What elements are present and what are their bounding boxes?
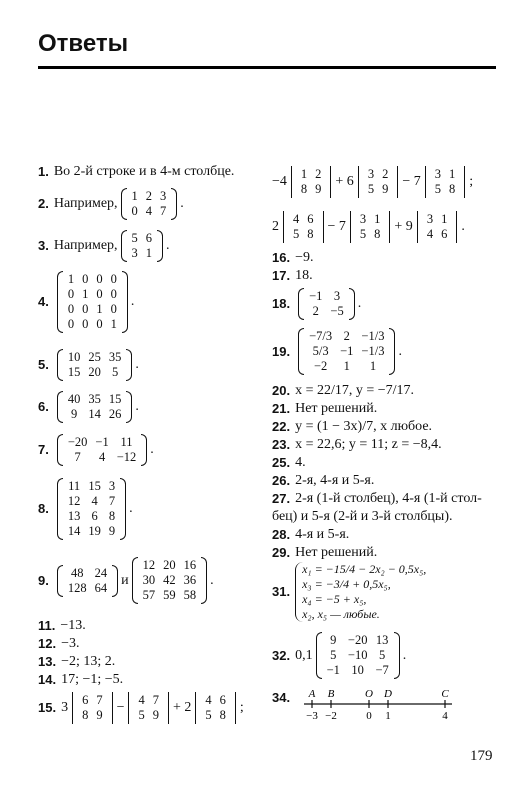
answer-number: 19.	[272, 343, 291, 359]
answer-number: 13.	[38, 654, 57, 669]
tick-label: −2	[325, 710, 337, 722]
answer-number: 34.	[272, 690, 291, 705]
matrix-cell: 3	[108, 479, 116, 493]
matrix-cell: 6	[307, 212, 314, 226]
matrix-cell: 5	[367, 182, 375, 196]
matrix-cell: −12	[116, 450, 137, 464]
answer-text: Например,	[53, 196, 118, 211]
answer-end: .	[150, 442, 154, 457]
answer-text: 4-я и 5-я.	[295, 527, 350, 542]
answer-15-cont-2	[272, 211, 465, 243]
determinant	[424, 166, 467, 198]
matrix	[298, 288, 355, 320]
answer-end: ;	[469, 174, 474, 189]
matrix-cell: −1	[309, 289, 323, 303]
answer-text: Нет решений.	[295, 401, 378, 416]
answer-27	[272, 491, 482, 507]
matrix-cell: 5	[205, 708, 212, 722]
answer-number: 25.	[272, 455, 291, 470]
matrix-cell: 5	[378, 648, 386, 662]
matrix-cell: 2	[382, 167, 389, 181]
coefficient: 0,1	[295, 647, 313, 663]
matrix-cell: 8	[307, 227, 314, 241]
answer-19	[272, 328, 402, 375]
matrix-cell: 1	[374, 212, 381, 226]
matrix-cell: 35	[88, 392, 101, 406]
matrix-cell: 15	[108, 392, 122, 406]
matrix	[57, 391, 133, 423]
matrix-cell: 1	[300, 167, 308, 181]
matrix	[121, 230, 164, 262]
matrix-cell: 10	[351, 663, 364, 677]
answer-number: 21.	[272, 401, 291, 416]
answer-20	[272, 383, 414, 399]
point-label: A	[308, 688, 316, 700]
operator: + 9	[394, 219, 413, 234]
matrix-cell: 1	[131, 189, 138, 203]
matrix-cell: 15	[67, 365, 81, 379]
answer-26	[272, 473, 374, 489]
answer-text: x = 22/17, y = −7/17.	[295, 383, 415, 398]
tick-label: −3	[306, 710, 318, 722]
equation-line: x₁ = −15/4 − 2x₂ − 0,5x₅,	[302, 562, 427, 576]
matrix-cell: 8	[374, 227, 381, 241]
number-line	[300, 686, 460, 724]
matrix-cell: 6	[219, 693, 226, 707]
matrix-cell: 8	[300, 182, 308, 196]
answer-15	[38, 692, 244, 724]
page-number: 179	[470, 748, 493, 764]
matrix-cell: 13	[375, 633, 389, 647]
matrix-cell: 0	[96, 317, 103, 331]
answer-number: 31.	[272, 584, 291, 599]
matrix-cell: 1	[369, 359, 377, 373]
answer-27-line-2	[272, 509, 453, 525]
matrix-cell: −7	[375, 663, 389, 677]
matrix-cell: 1	[96, 302, 103, 316]
matrix-cell: 12	[67, 494, 81, 508]
matrix-cell: 7	[96, 693, 103, 707]
matrix-cell: 0	[67, 317, 75, 331]
matrix-cell: 2	[312, 304, 319, 318]
matrix-cell: 4	[145, 204, 153, 218]
matrix	[57, 349, 133, 381]
answer-number: 8.	[38, 501, 49, 516]
matrix-cell: 9	[96, 708, 103, 722]
matrix	[57, 478, 126, 540]
matrix-cell: 20	[88, 365, 101, 379]
answer-25	[272, 455, 306, 471]
answer-18	[272, 288, 361, 320]
matrix-cell: 13	[67, 509, 81, 523]
answer-number: 23.	[272, 437, 291, 452]
matrix-cell: 5	[111, 365, 119, 379]
answer-8	[38, 478, 133, 540]
answer-14	[38, 672, 123, 688]
matrix-cell: 1	[145, 246, 153, 260]
matrix-cell: 14	[88, 407, 101, 421]
answer-number: 29.	[272, 545, 291, 560]
determinant	[127, 692, 170, 724]
answer-text: −9.	[295, 250, 314, 265]
equation-line: x₂, x₅ — любые.	[302, 607, 380, 621]
matrix-cell: 3	[434, 167, 441, 181]
matrix-cell: 5	[138, 708, 145, 722]
matrix-cell: −20	[347, 633, 368, 647]
matrix-cell: 36	[183, 573, 197, 587]
answer-number: 4.	[38, 294, 49, 309]
answer-28	[272, 527, 349, 543]
point-label: C	[441, 688, 449, 700]
matrix-cell: 7	[152, 693, 159, 707]
answer-number: 12.	[38, 636, 57, 651]
matrix-cell: 5/3	[312, 344, 329, 358]
operator: − 7	[327, 219, 346, 234]
matrix-cell: 0	[110, 287, 117, 301]
matrix-cell: 3	[333, 289, 341, 303]
answer-end: .	[166, 238, 170, 253]
matrix-cell: 59	[163, 588, 176, 602]
matrix-cell: −2	[313, 359, 328, 373]
answer-number: 9.	[38, 572, 49, 588]
matrix-cell: 6	[145, 231, 153, 245]
matrix-cell: 3	[131, 246, 138, 260]
equation-line: x₃ = −3/4 + 0,5x₅,	[302, 577, 391, 591]
answer-22	[272, 419, 432, 435]
matrix-cell: 5	[330, 648, 337, 662]
matrix-cell: 25	[88, 350, 101, 364]
answer-number: 7.	[38, 442, 49, 457]
answer-29	[272, 545, 377, 561]
answer-number: 2.	[38, 196, 49, 211]
answer-end: .	[135, 399, 139, 414]
answer-number: 28.	[272, 527, 291, 542]
matrix-cell: −1	[326, 663, 340, 677]
matrix-cell: 4	[293, 212, 300, 226]
matrix-cell: 12	[142, 558, 156, 572]
matrix-cell: 3	[426, 212, 434, 226]
determinant	[416, 211, 459, 243]
answer-number: 3.	[38, 238, 49, 253]
matrix-cell: 5	[359, 227, 367, 241]
matrix-cell: 35	[108, 350, 122, 364]
matrix-cell: 4	[91, 494, 98, 508]
answer-end: .	[357, 296, 362, 311]
answer-13	[38, 654, 115, 670]
determinant	[290, 166, 333, 198]
matrix-cell: 1	[82, 287, 89, 301]
and-word: и	[121, 572, 129, 588]
matrix-cell: 8	[108, 509, 116, 523]
matrix-cell: 1	[448, 167, 456, 181]
matrix-cell: 9	[315, 182, 322, 196]
matrix-cell: −1	[340, 344, 354, 358]
answer-text: Во 2-й строке и в 4-м столбце.	[53, 164, 235, 179]
answer-6	[38, 391, 139, 423]
matrix-cell: 7	[160, 204, 167, 218]
tick-label: 0	[366, 710, 372, 722]
answer-end: .	[402, 647, 407, 663]
matrix-cell: 1	[441, 212, 448, 226]
matrix-cell: 16	[183, 558, 197, 572]
answer-text: −13.	[60, 618, 86, 633]
tick-label: 4	[442, 710, 448, 722]
matrix-cell: 58	[183, 588, 197, 602]
answer-15-cont-1	[272, 166, 473, 198]
matrix-cell: 48	[70, 565, 84, 580]
matrix-cell: 3	[359, 212, 367, 226]
matrix-cell: 4	[138, 693, 145, 707]
matrix-cell: −1	[95, 435, 109, 449]
matrix-cell: 0	[110, 272, 117, 286]
answer-text: y = (1 − 3x)/7, x любое.	[295, 419, 433, 434]
matrix-cell: 7	[74, 450, 81, 464]
answer-end: .	[129, 501, 133, 516]
answer-7	[38, 434, 154, 466]
answer-2	[38, 188, 184, 220]
matrix-cell: 24	[94, 565, 108, 580]
answer-text: −3.	[61, 636, 80, 651]
matrix-cell: 6	[91, 509, 98, 523]
matrix-cell: 40	[67, 392, 81, 406]
matrix-cell: 11	[120, 435, 133, 449]
matrix-cell: 9	[108, 524, 116, 538]
determinant	[194, 692, 237, 724]
matrix-cell: 4	[98, 450, 106, 464]
coefficient: 3	[61, 700, 69, 715]
answer-end: .	[130, 294, 135, 309]
answer-number: 32.	[272, 647, 291, 663]
matrix-cell: 5	[131, 231, 138, 245]
equation-line: x₄ = −5 + x₅,	[302, 592, 367, 606]
equation-system	[295, 562, 426, 622]
page-title: Ответы	[38, 30, 129, 57]
matrix-cell: 19	[88, 524, 101, 538]
operator: − 7	[402, 174, 421, 189]
matrix-cell: 2	[145, 189, 153, 203]
matrix-cell: 11	[68, 479, 81, 493]
matrix-cell: 0	[96, 272, 103, 286]
matrix-cell: 2	[343, 329, 350, 343]
matrix-cell: 42	[163, 573, 176, 587]
answer-number: 14.	[38, 672, 57, 687]
matrix	[57, 271, 128, 333]
answer-32	[272, 632, 406, 679]
answer-number: 5.	[38, 357, 49, 372]
matrix-cell: 4	[205, 693, 212, 707]
matrix	[57, 434, 147, 466]
matrix-cell: 30	[142, 573, 156, 587]
matrix	[316, 632, 400, 679]
answer-number: 20.	[272, 383, 291, 398]
matrix-cell: 0	[67, 287, 75, 301]
matrix-cell: 0	[96, 287, 103, 301]
matrix-cell: −7/3	[309, 329, 333, 343]
matrix-cell: −20	[67, 435, 88, 449]
answer-end: .	[461, 219, 465, 234]
matrix-cell: −1/3	[361, 344, 385, 358]
matrix-cell: 0	[131, 204, 138, 218]
matrix-cell: 128	[67, 580, 87, 595]
answer-number: 1.	[38, 164, 49, 179]
answer-9	[38, 557, 214, 604]
answer-1	[38, 164, 234, 180]
answer-number: 18.	[272, 296, 291, 311]
matrix-cell: −10	[347, 648, 368, 662]
answer-number: 11.	[38, 618, 56, 633]
matrix-cell: 6	[82, 693, 89, 707]
matrix-cell: 1	[343, 359, 350, 373]
answer-end: .	[135, 357, 139, 372]
determinant	[349, 211, 392, 243]
matrix-cell: 20	[163, 558, 176, 572]
answer-end: .	[180, 196, 184, 211]
matrix-cell: 5	[293, 227, 300, 241]
matrix-cell: 0	[82, 317, 89, 331]
matrix-cell: 14	[67, 524, 81, 538]
matrix	[57, 565, 118, 597]
coefficient: −4	[272, 174, 287, 189]
operator: −	[116, 700, 125, 715]
answer-31	[272, 562, 426, 622]
operator: + 6	[335, 174, 354, 189]
answer-text: x = 22,6; y = 11; z = −8,4.	[295, 437, 442, 452]
determinant	[357, 166, 400, 198]
answer-34	[272, 690, 295, 706]
point-label: B	[327, 688, 335, 700]
answer-end: .	[398, 343, 402, 359]
determinant	[282, 211, 325, 243]
answer-number: 26.	[272, 473, 291, 488]
matrix-cell: 4	[426, 227, 434, 241]
answer-text: 2-я, 4-я и 5-я.	[295, 473, 375, 488]
matrix	[298, 328, 395, 375]
matrix-cell: 9	[330, 633, 337, 647]
answer-21	[272, 401, 377, 417]
answer-5	[38, 349, 139, 381]
matrix-cell: 5	[434, 182, 441, 196]
answer-text: бец) и 5-я (2-й и 3-й столбцы).	[272, 509, 453, 524]
matrix-cell: 1	[110, 317, 117, 331]
answer-3	[38, 230, 170, 262]
matrix	[132, 557, 208, 604]
answer-text: 2-я (1-й столбец), 4-я (1-й стол-	[295, 491, 482, 506]
matrix-cell: 7	[108, 494, 116, 508]
matrix-cell: 15	[88, 479, 101, 493]
tick-label: 1	[385, 710, 391, 722]
answer-16	[272, 250, 313, 266]
answer-12	[38, 636, 79, 652]
answer-text: 17; −1; −5.	[61, 672, 124, 687]
answer-end: ;	[239, 700, 244, 715]
matrix-cell: 3	[367, 167, 375, 181]
answer-number: 22.	[272, 419, 291, 434]
matrix-cell: 2	[315, 167, 322, 181]
answer-end: .	[210, 572, 214, 588]
coefficient: 2	[272, 219, 279, 234]
answer-number: 6.	[38, 399, 49, 414]
matrix-cell: 64	[94, 580, 108, 595]
matrix-cell: 26	[108, 407, 122, 421]
answer-number: 17.	[272, 268, 291, 283]
operator: + 2	[172, 700, 192, 715]
matrix-cell: 6	[441, 227, 448, 241]
matrix-cell: 0	[82, 272, 89, 286]
matrix-cell: 8	[82, 708, 89, 722]
answer-23	[272, 437, 442, 453]
answer-text: 18.	[295, 268, 313, 283]
matrix-cell: 8	[219, 708, 226, 722]
matrix	[121, 188, 178, 220]
point-label: O	[365, 688, 373, 700]
determinant	[71, 692, 114, 724]
matrix-cell: 0	[82, 302, 89, 316]
answer-11	[38, 618, 86, 634]
answer-text: Нет решений.	[295, 545, 378, 560]
answer-text: 4.	[295, 455, 306, 470]
matrix-cell: −1/3	[361, 329, 385, 343]
matrix-cell: −5	[330, 304, 344, 318]
matrix-cell: 3	[160, 189, 167, 203]
matrix-cell: 9	[70, 407, 78, 421]
matrix-cell: 9	[382, 182, 389, 196]
point-label: D	[384, 688, 392, 700]
answer-number: 15.	[38, 700, 57, 715]
matrix-cell: 1	[67, 272, 75, 286]
matrix-cell: 10	[67, 350, 81, 364]
matrix-cell: 8	[448, 182, 456, 196]
answer-17	[272, 268, 313, 284]
matrix-cell: 0	[67, 302, 75, 316]
answer-number: 27.	[272, 491, 291, 506]
matrix-cell: 57	[142, 588, 156, 602]
matrix-cell: 9	[152, 708, 159, 722]
title-rule	[38, 66, 496, 69]
answer-text: Например,	[53, 238, 118, 253]
answer-number: 16.	[272, 250, 291, 265]
matrix-cell: 0	[110, 302, 117, 316]
answer-4	[38, 271, 134, 333]
answer-text: −2; 13; 2.	[61, 654, 116, 669]
